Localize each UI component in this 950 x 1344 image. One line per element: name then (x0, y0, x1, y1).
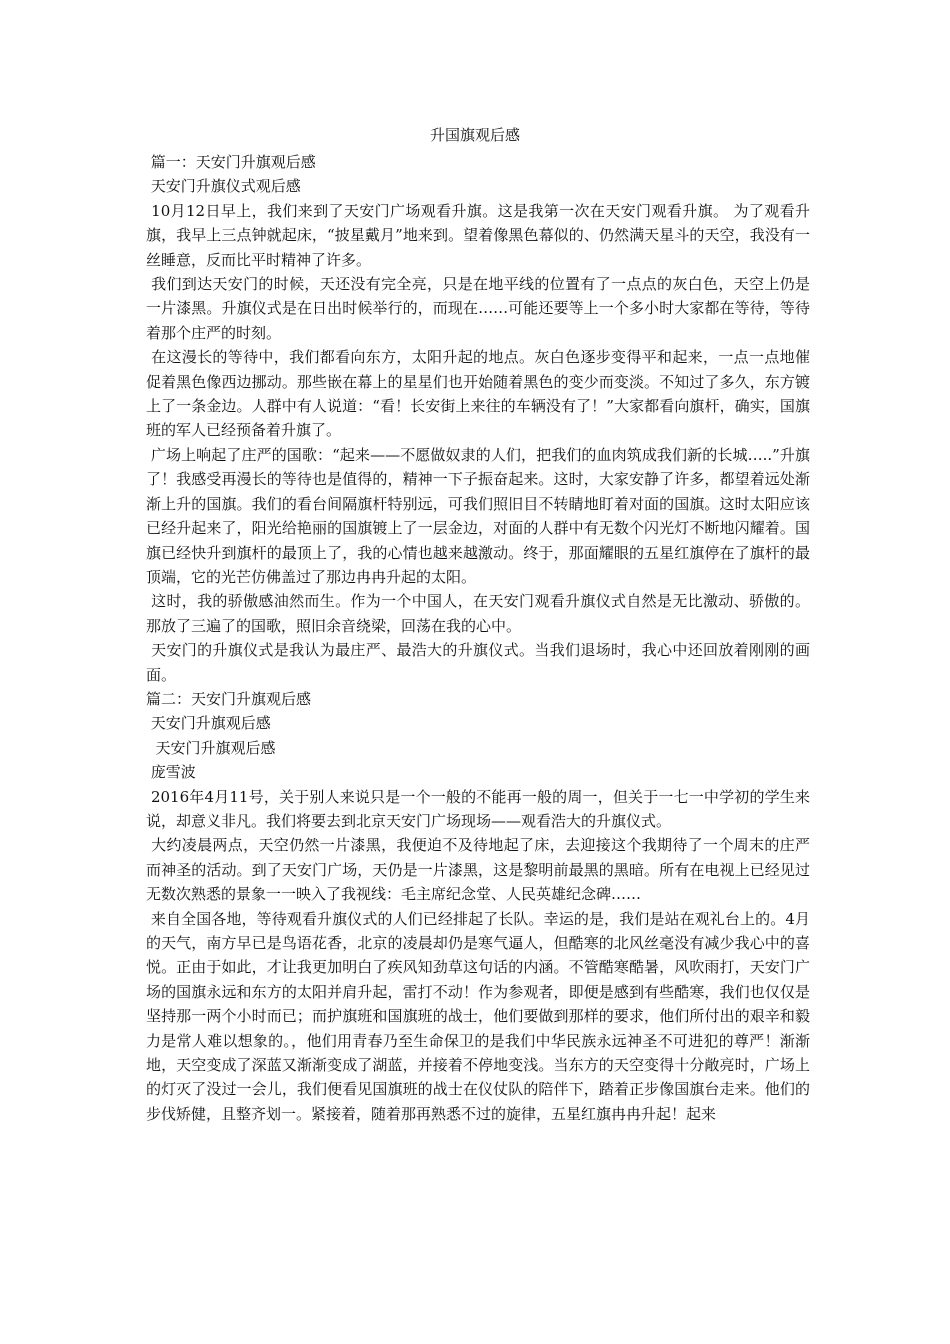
paragraph: 2016年4月11号，关于别人来说只是一个一般的不能再一般的周一，但关于一七一中学初的学生来说，却意义非凡。我们将要去到北京天安门广场现场——观看浩大的升旗仪式。 (146, 787, 810, 830)
section-heading: 篇二：天安门升旗观后感 (146, 689, 312, 708)
paragraph: 天安门的升旗仪式是我认为最庄严、最浩大的升旗仪式。当我们退场时，我心中还回放着刚刚的画面。 (146, 641, 810, 684)
section-heading: 篇一：天安门升旗观后感 (146, 153, 316, 171)
author-name: 庞雪波 (146, 763, 196, 782)
paragraph: 大约凌晨两点，天空仍然一片漆黑，我便迫不及待地起了床，去迎接这个我期待了一个周末的庄严而神圣的活动。到了天安门广场，天仍是一片漆黑，这是黎明前最黑的黑暗。所有在电视上已经见过无数次熟悉的景象一一映入了我视线：毛主席纪念堂、人民英雄纪念碑…… (146, 836, 810, 904)
paragraph: 这时，我的骄傲感油然而生。作为一个中国人，在天安门观看升旗仪式自然是无比激动、骄傲的。那放了三遍了的国歌，照旧余音绕梁，回荡在我的心中。 (146, 592, 810, 635)
article-title: 天安门升旗观后感 (146, 714, 271, 733)
paragraph: 在这漫长的等待中，我们都看向东方，太阳升起的地点。灰白色逐步变得平和起来，一点一点地催促着黑色像西边挪动。那些嵌在幕上的星星们也开始随着黑色的变少而变淡。不知过了多久，东方镀上了一条金边。人群中有人说道：“看！长安街上来往的车辆没有了！”大家都看向旗杆，确实，国旗班的军人已经预备着升旗了。 (146, 348, 810, 440)
paragraph: 来自全国各地，等待观看升旗仪式的人们已经排起了长队。幸运的是，我们是站在观礼台上的。4月的天气，南方早已是鸟语花香，北京的凌晨却仍是寒气逼人，但酷寒的北风丝毫没有减少我心中的喜悦。正由于如此，才让我更加明白了疾风知劲草这句话的内涵。不管酷寒酷暑，风吹雨打，天安门广场的国旗永远和东方的太阳并肩升起，雷打不动！作为参观者，即便是感到有些酷寒，我们也仅仅是坚持那一两个小时而已；而护旗班和国旗班的战士，他们要做到那样的要求，他们所付出的艰辛和毅力是常人难以想象的。，他们用青春乃至生命保卫的是我们中华民族永远神圣不可进犯的尊严！渐渐地，天空变成了深蓝又渐渐变成了湖蓝，并接着不停地变浅。当东方的天空变得十分敞亮时，广场上的灯灭了没过一会儿，我们便看见国旗班的战士在仪仗队的陪伴下，踏着正步像国旗台走来。他们的步伐矫健，且整齐划一。紧接着，随着那再熟悉不过的旋律，五星红旗冉冉升起！起来 (146, 909, 810, 1123)
document-title: 升国旗观后感 (429, 126, 520, 144)
paragraph: 广场上响起了庄严的国歌：“起来——不愿做奴隶的人们，把我们的血肉筑成我们新的长城…..”升旗了！我感受再漫长的等待也是值得的，精神一下子振奋起来。这时，大家安静了许多，都望着远处渐渐上升的国旗。我们的看台间隔旗杆特别远，可我们照旧目不转睛地盯着对面的国旗。这时太阳应该已经升起来了，阳光给艳丽的国旗镀上了一层金边，对面的人群中有无数个闪光灯不断地闪耀着。国旗已经快升到旗杆的最顶上了，我的心情也越来越激动。终于，那面耀眼的五星红旗停在了旗杆的最顶端，它的光芒仿佛盖过了那边冉冉升起的太阳。 (146, 445, 810, 586)
document-body (146, 150, 810, 1126)
paragraph: 10月12日早上，我们来到了天安门广场观看升旗。这是我第一次在天安门观看升旗。 为了观看升旗，我早上三点钟就起床，“披星戴月”地来到。望着像黑色幕似的、仍然满天星斗的天空，我没有一丝睡意，反而比平时精神了许多。 (146, 201, 810, 269)
article-title: 天安门升旗仪式观后感 (146, 177, 301, 196)
paragraph: 我们到达天安门的时候，天还没有完全亮，只是在地平线的位置有了一点点的灰白色，天空上仍是一片漆黑。升旗仪式是在日出时候举行的，而现在……可能还要等上一个多小时大家都在等待，等待着那个庄严的时刻。 (146, 275, 810, 342)
article-title: 天安门升旗观后感 (146, 738, 276, 757)
